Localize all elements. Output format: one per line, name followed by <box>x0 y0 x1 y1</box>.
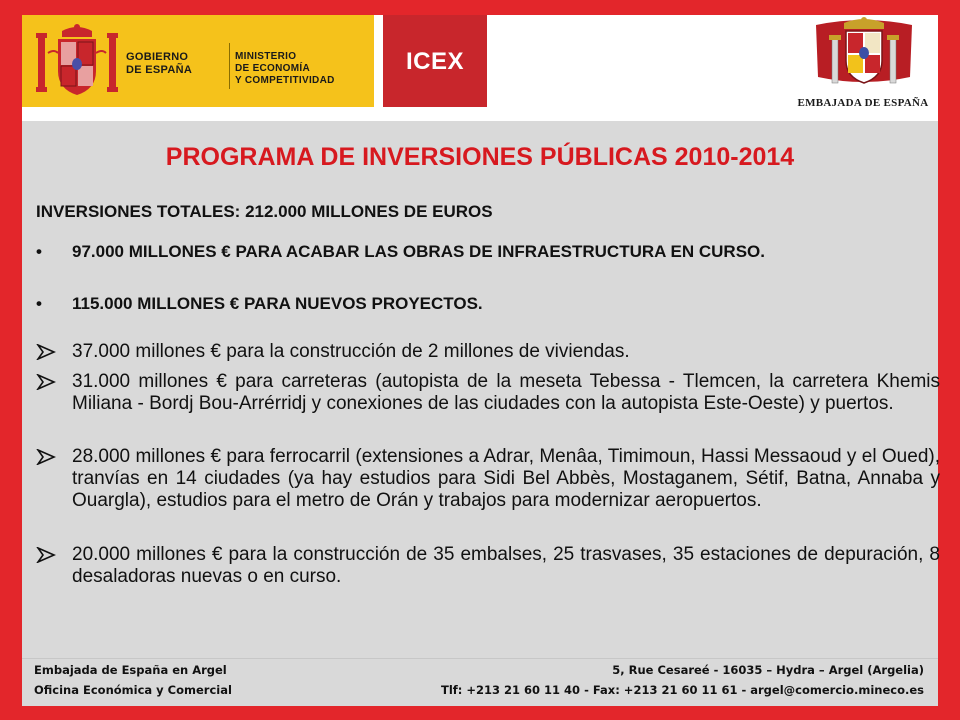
gobierno-label: GOBIERNO DE ESPAÑA <box>126 51 193 76</box>
arrow-text: 31.000 millones € para carreteras (autopista de la meseta Tebessa - Tlemcen, la carretera Khemis Miliana - Bordj Bou-Arrérridj y conexiones de las ciudades con la autopista Este-Oeste) y puertos. <box>72 371 940 414</box>
gobierno-logo-block <box>22 15 374 107</box>
icex-logo <box>383 15 487 107</box>
arrow-text: 37.000 millones € para la construcción de 2 millones de viviendas. <box>72 341 630 362</box>
ministerio-label: MINISTERIO DE ECONOMÍA Y COMPETITIVIDAD <box>235 51 335 86</box>
arrow-text: 20.000 millones € para la construcción de 35 embalses, 25 trasvases, 35 estaciones de depuración, 8 desaladoras nuevas o en curso. <box>72 544 940 587</box>
bullet-dot-icon: • <box>36 294 42 313</box>
footer <box>22 658 938 706</box>
logo-divider <box>229 43 230 89</box>
embassy-crest-icon <box>814 17 914 97</box>
bullet-dot-icon: • <box>36 242 42 261</box>
footer-address: 5, Rue Cesareé - 16035 – Hydra – Argel (Argelia) <box>612 663 924 677</box>
arrow-bullet-icon <box>36 547 56 563</box>
bullet-text: 97.000 MILLONES € PARA ACABAR LAS OBRAS DE INFRAESTRUCTURA EN CURSO. <box>72 242 765 261</box>
arrow-bullet-icon <box>36 344 56 360</box>
page-title: PROGRAMA DE INVERSIONES PÚBLICAS 2010-2014 <box>165 143 795 171</box>
arrow-bullet-icon <box>36 374 56 390</box>
bullet-text: 115.000 MILLONES € PARA NUEVOS PROYECTOS. <box>72 294 483 313</box>
header <box>22 15 938 121</box>
embajada-logo <box>788 15 938 121</box>
total-investment: INVERSIONES TOTALES: 212.000 MILLONES DE EUROS <box>36 202 493 221</box>
footer-embassy: Embajada de España en Argel <box>34 663 227 677</box>
footer-office: Oficina Económica y Comercial <box>34 683 232 697</box>
icex-label: ICEX <box>405 48 464 75</box>
arrow-bullet-icon <box>36 449 56 465</box>
embajada-label: EMBAJADA DE ESPAÑA <box>797 97 929 109</box>
arrow-text: 28.000 millones € para ferrocarril (extensiones a Adrar, Menâa, Timimoun, Hassi Messaoud y el Oued), tranvías en 14 ciudades (ya hay estudios para Sidi Bel Abbès, Mostaganem, Sétif, Batna, Annaba y Ouargla), estudios para el metro de Orán y trabajos para modernizar aeropuertos. <box>72 446 940 511</box>
content-area <box>22 121 938 658</box>
slide <box>22 15 938 705</box>
footer-contact: Tlf: +213 21 60 11 40 - Fax: +213 21 60 11 61 - argel@comercio.mineco.es <box>441 683 924 697</box>
coat-of-arms-icon <box>34 23 120 99</box>
